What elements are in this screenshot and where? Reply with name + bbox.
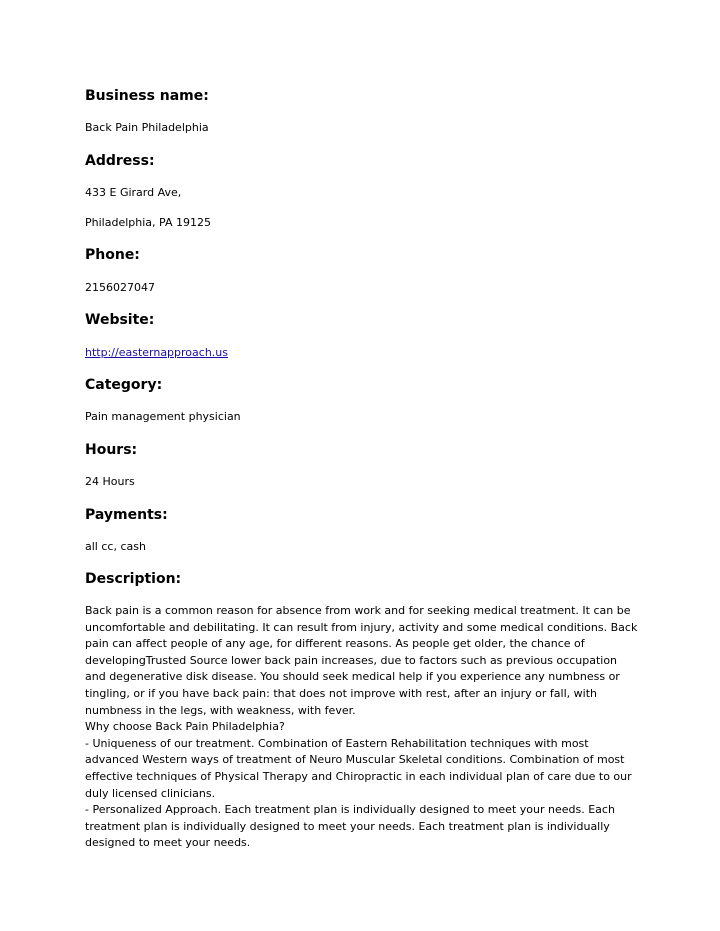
- address-line-1: 433 E Girard Ave,: [85, 186, 182, 199]
- why-choose-heading: Why choose Back Pain Philadelphia?: [85, 720, 285, 734]
- payments-heading: Payments:: [85, 507, 168, 523]
- business-name-heading: Business name:: [85, 88, 209, 104]
- description-heading: Description:: [85, 571, 182, 587]
- description-body: [85, 603, 640, 852]
- address-line-2: Philadelphia, PA 19125: [85, 216, 211, 229]
- website-link[interactable]: http://easternapproach.us: [85, 346, 228, 359]
- category-value: Pain management physician: [85, 410, 241, 423]
- uniqueness-point: - Uniqueness of our treatment. Combination of Eastern Rehabilitation techniques with most advanced Western ways of treatment of Neuro Muscular Skeletal conditions. Combination of most effective techniques of Physical Therapy and Chiropractic in each individual plan of care due to our duly licensed clinicians.: [85, 736, 632, 800]
- hours-value: 24 Hours: [85, 475, 135, 488]
- personalized-point: - Personalized Approach. Each treatment plan is individually designed to meet your needs. Each treatment plan is individually designed to meet your needs. Each treatment plan is individually designed to meet your needs.: [85, 803, 615, 850]
- phone-value: 2156027047: [85, 281, 155, 294]
- hours-heading: Hours:: [85, 442, 138, 458]
- website-heading: Website:: [85, 312, 155, 328]
- description-paragraph: Back pain is a common reason for absence from work and for seeking medical treatment. It can be uncomfortable and debilitating. It can result from injury, activity and some medical conditions. Back pain can affect people of any age, for different reasons. As people get older, the chance of developingTrusted Source lower back pain increases, due to factors such as previous occupation and degenerative disk disease. You should seek medical help if you experience any numbness or tingling, or if you have back pain: that does not improve with rest, after an injury or fall, with numbness in the legs, with weakness, with fever.: [85, 604, 638, 717]
- phone-heading: Phone:: [85, 247, 140, 263]
- payments-value: all cc, cash: [85, 540, 146, 553]
- website-value: [85, 346, 228, 360]
- category-heading: Category:: [85, 377, 163, 393]
- address-heading: Address:: [85, 153, 155, 169]
- business-name-value: Back Pain Philadelphia: [85, 121, 209, 134]
